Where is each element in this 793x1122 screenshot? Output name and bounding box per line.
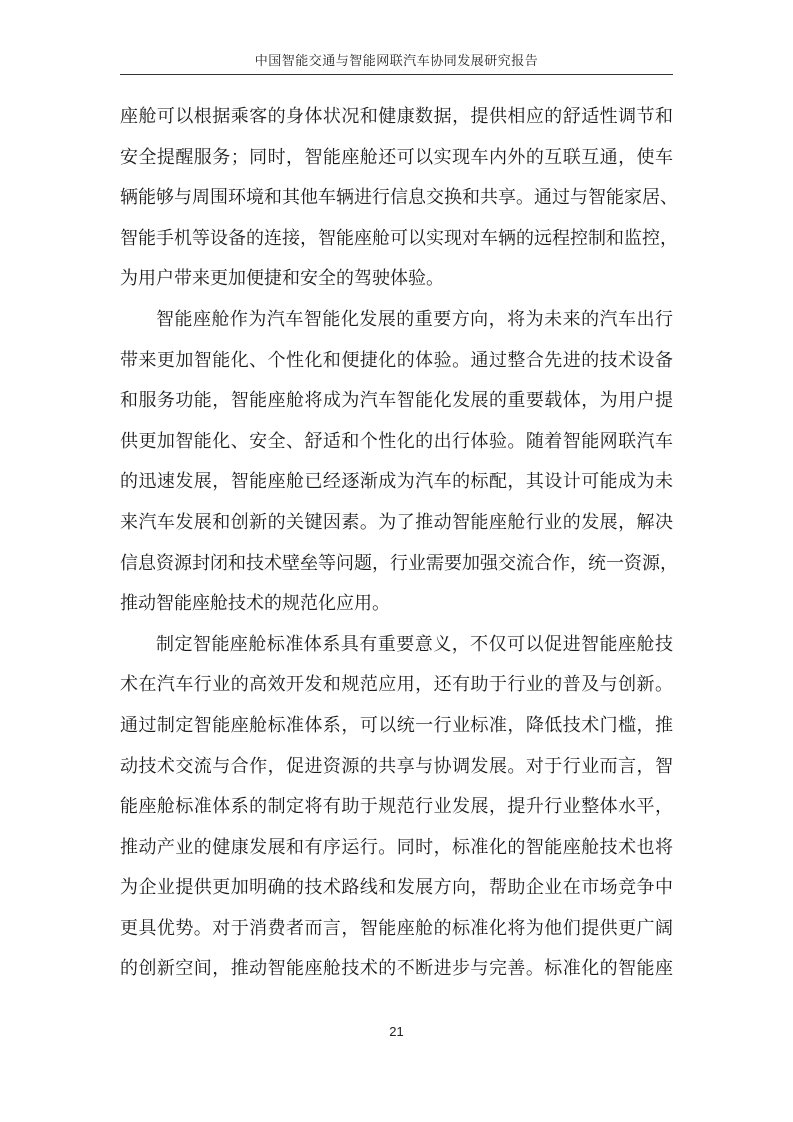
text-line: 的创新空间，推动智能座舱技术的不断进步与完善。标准化的智能座 [120,958,673,980]
text-line: 和服务功能，智能座舱将成为汽车智能化发展的重要载体，为用户提 [120,390,673,412]
page-number: 21 [389,1024,404,1039]
text-line: 通过制定智能座舱标准体系，可以统一行业标准，降低技术门槛，推 [120,714,673,736]
running-header: 中国智能交通与智能网联汽车协同发展研究报告 [254,54,539,69]
body-text [120,97,678,990]
text-line: 安全提醒服务；同时，智能座舱还可以实现车内外的互联互通，使车 [120,146,673,168]
paragraph-first-line: 制定智能座舱标准体系具有重要意义，不仅可以促进智能座舱技 [156,633,673,655]
text-line: 为企业提供更加明确的技术路线和发展方向，帮助企业在市场竞争中 [120,877,673,899]
paragraph-first-line: 智能座舱作为汽车智能化发展的重要方向，将为未来的汽车出行 [156,308,673,330]
text-line: 动技术交流与合作，促进资源的共享与协调发展。对于行业而言，智 [120,755,673,777]
text-line: 带来更加智能化、个性化和便捷化的体验。通过整合先进的技术设备 [120,349,673,371]
text-line: 辆能够与周围环境和其他车辆进行信息交换和共享。通过与智能家居、 [120,187,678,209]
text-line: 更具优势。对于消费者而言，智能座舱的标准化将为他们提供更广阔 [120,917,673,939]
text-line: 的迅速发展，智能座舱已经逐渐成为汽车的标配，其设计可能成为未 [120,471,673,493]
text-line: 供更加智能化、安全、舒适和个性化的出行体验。随着智能网联汽车 [120,430,673,452]
text-line: 来汽车发展和创新的关键因素。为了推动智能座舱行业的发展，解决 [120,511,673,533]
text-line: 信息资源封闭和技术壁垒等问题，行业需要加强交流合作，统一资源， [120,552,678,574]
text-line: 智能手机等设备的连接，智能座舱可以实现对车辆的远程控制和监控， [120,227,678,249]
text-line: 推动智能座舱技术的规范化应用。 [120,593,390,615]
text-line: 能座舱标准体系的制定将有助于规范行业发展，提升行业整体水平， [120,796,673,818]
text-line: 推动产业的健康发展和有序运行。同时，标准化的智能座舱技术也将 [120,836,673,858]
header-rule [120,74,673,75]
text-line: 术在汽车行业的高效开发和规范应用，还有助于行业的普及与创新。 [120,674,673,696]
text-line: 为用户带来更加便捷和安全的驾驶体验。 [120,268,444,290]
text-line: 座舱可以根据乘客的身体状况和健康数据，提供相应的舒适性调节和 [120,106,673,127]
